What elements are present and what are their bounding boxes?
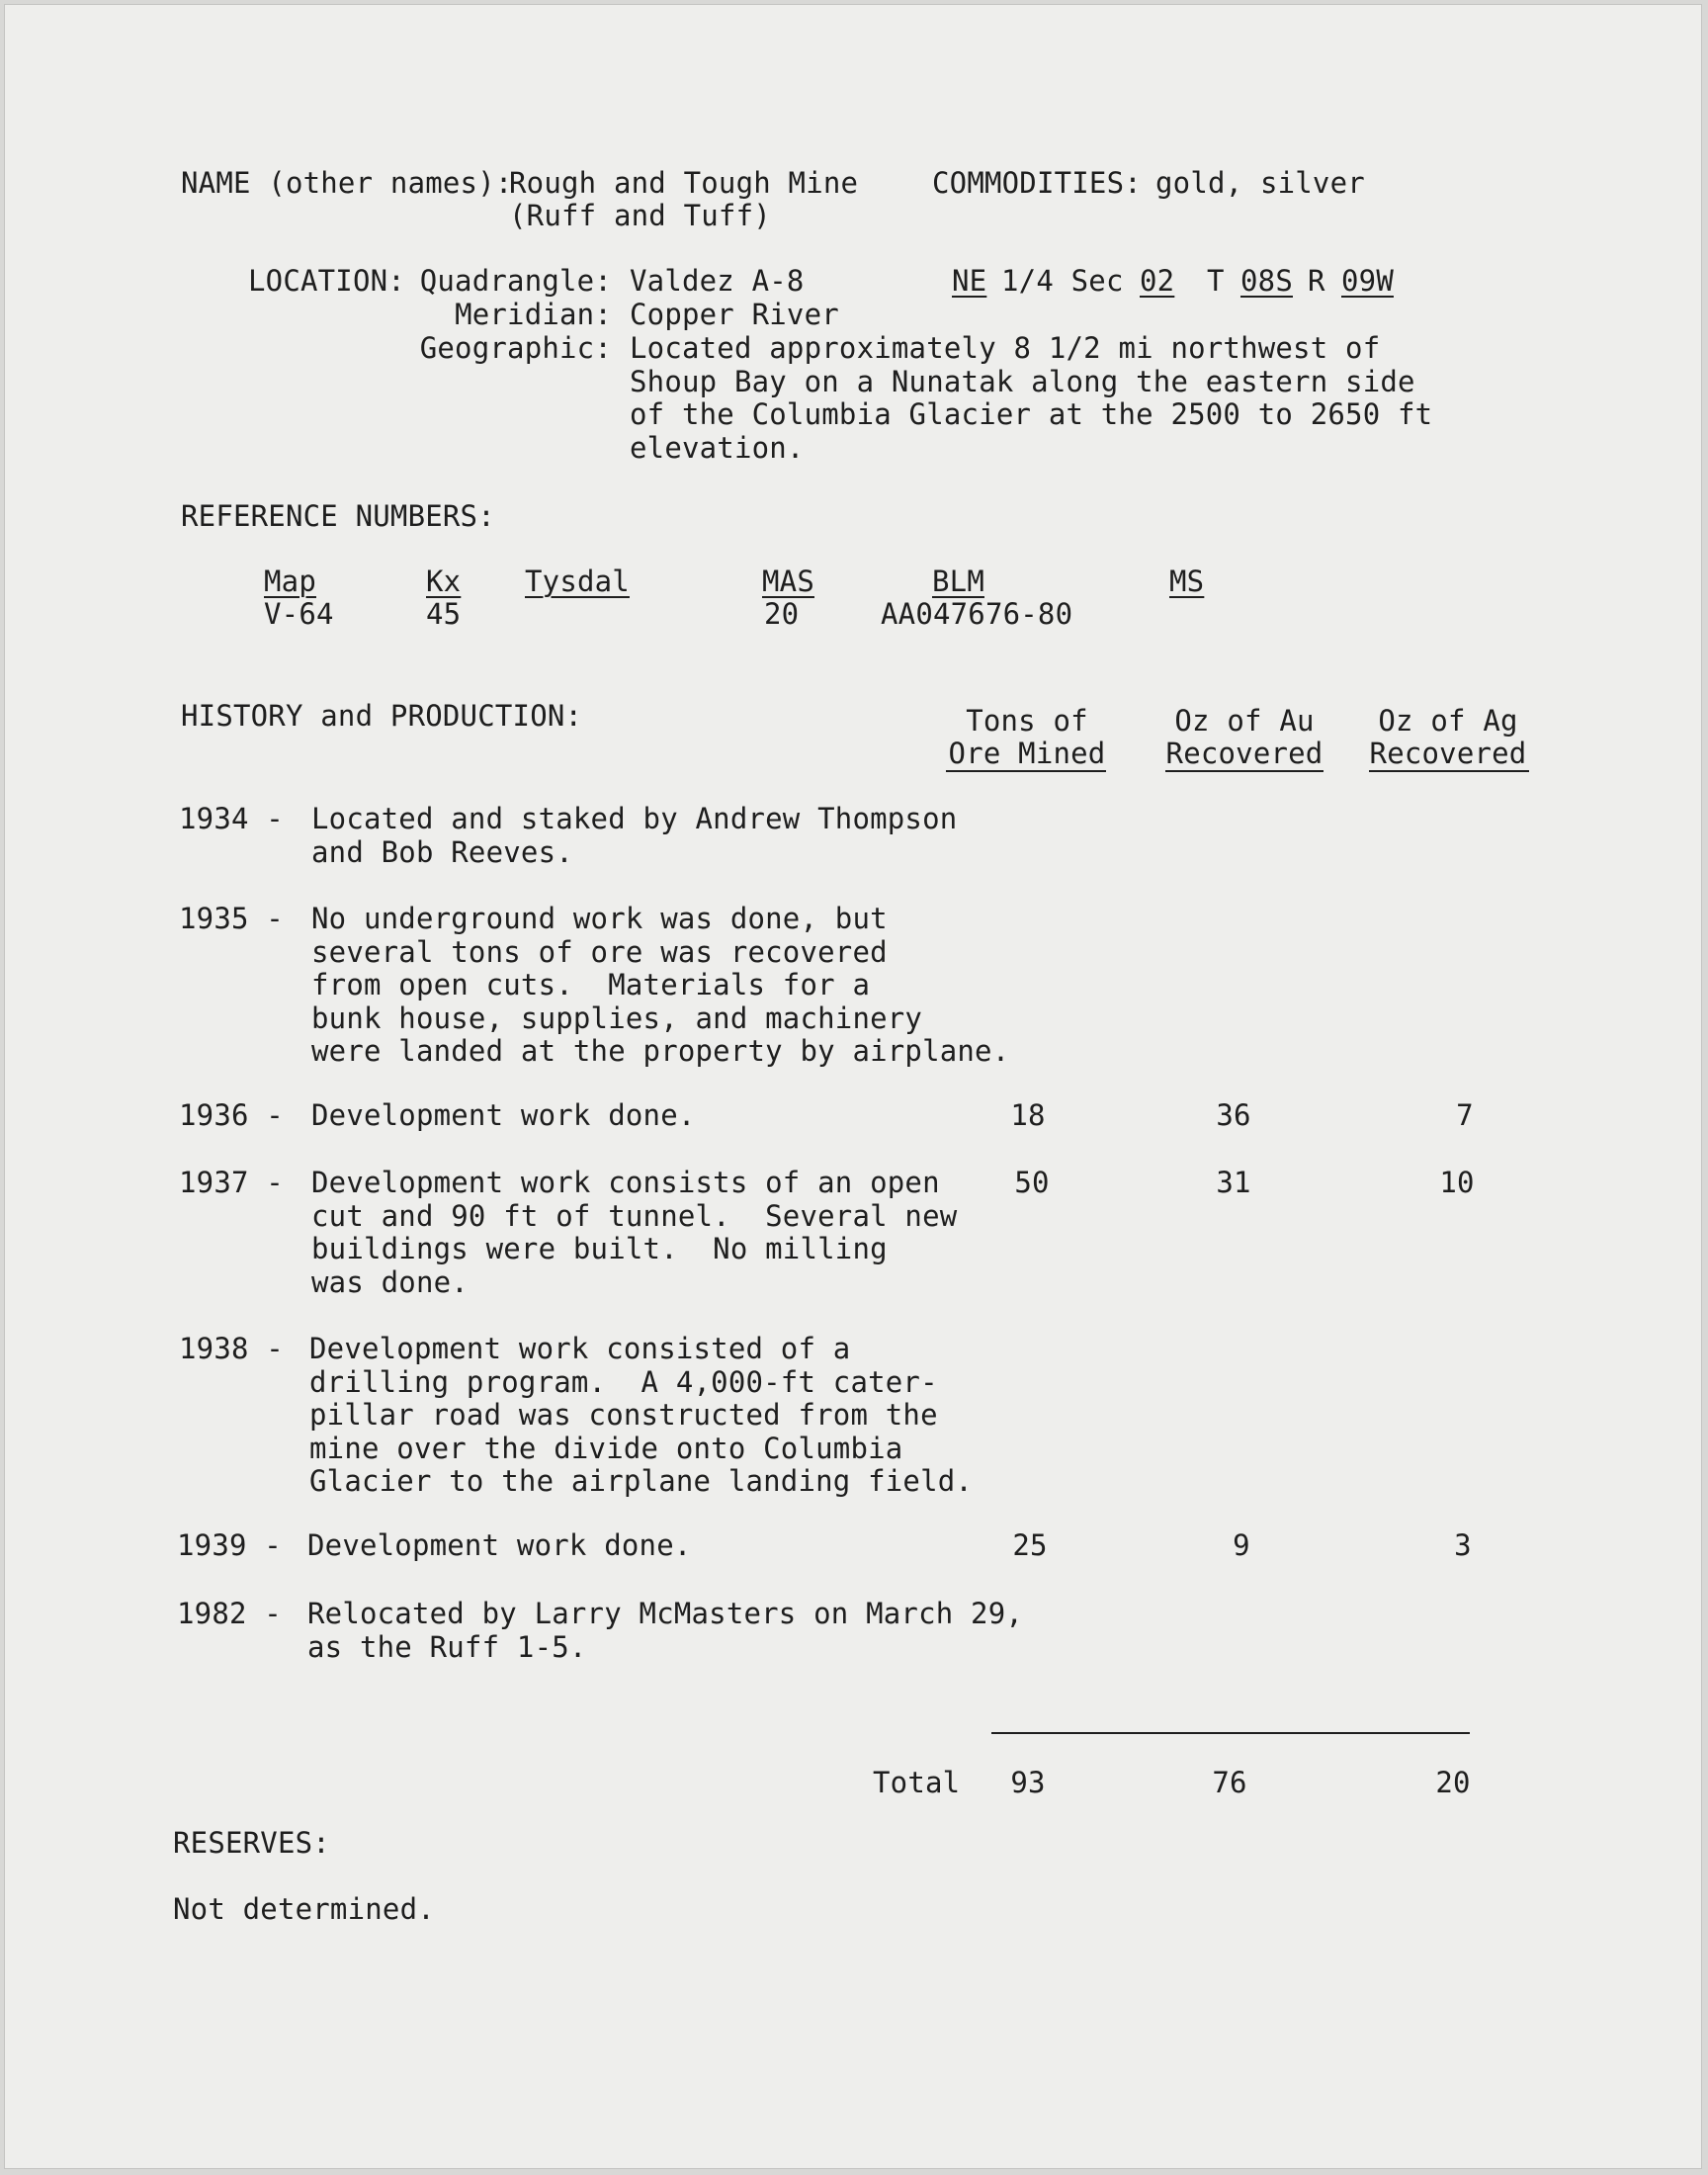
tons-value: 18: [1010, 1098, 1046, 1132]
ref-blm-label: BLM: [932, 565, 984, 598]
entry-line: Located and staked by Andrew Thompson: [311, 802, 958, 835]
range-label: R: [1308, 264, 1325, 298]
ref-map-value: V-64: [264, 597, 334, 631]
entry-description: [311, 903, 1009, 1069]
col-au-header-1: Oz of Au: [1174, 704, 1315, 738]
name-label: NAME (other names):: [181, 166, 513, 200]
entry-line: was done.: [311, 1264, 469, 1299]
col-ag-header-2: Recovered: [1369, 737, 1527, 770]
meridian-value: Copper River: [630, 298, 839, 331]
ref-tysdal-label: Tysdal: [525, 565, 630, 598]
entry-description: [307, 1529, 692, 1563]
commodities-value: gold, silver: [1155, 166, 1365, 200]
ref-blm-value: AA047676-80: [881, 597, 1073, 631]
col-tons-header-2: Ore Mined: [948, 737, 1106, 770]
total-tons: 93: [1010, 1766, 1046, 1799]
entry-line: and Bob Reeves.: [311, 834, 573, 869]
entry-description: [311, 803, 957, 869]
geographic-description: [630, 332, 1432, 465]
geographic-line: Located approximately 8 1/2 mi northwest of: [630, 331, 1381, 365]
location-label: LOCATION:: [248, 264, 405, 298]
entry-year: 1937 -: [179, 1166, 284, 1199]
entry-description: [311, 1099, 696, 1133]
entry-line: drilling program. A 4,000-ft cater-: [309, 1364, 938, 1399]
entry-line: pillar road was constructed from the: [309, 1398, 938, 1432]
entry-year: 1938 -: [179, 1332, 284, 1365]
township-label: T: [1207, 264, 1225, 298]
reserves-label: RESERVES:: [173, 1826, 330, 1860]
total-label: Total: [873, 1766, 961, 1799]
col-au-underline: [1165, 770, 1324, 772]
entry-description: [311, 1167, 957, 1299]
entry-year: 1935 -: [179, 902, 284, 935]
total-au: 76: [1212, 1766, 1247, 1799]
entry-line: as the Ruff 1-5.: [307, 1629, 587, 1664]
ref-mas-value: 20: [764, 597, 800, 631]
quarter-text: 1/4 Sec: [1001, 264, 1124, 298]
tons-value: 25: [1012, 1528, 1048, 1562]
tons-value: 50: [1014, 1166, 1050, 1199]
col-ag-header-1: Oz of Ag: [1378, 704, 1518, 738]
entry-line: were landed at the property by airplane.: [311, 1034, 1010, 1068]
quarter-section: NE: [952, 264, 987, 298]
meridian-label: Meridian:: [455, 298, 612, 331]
quadrangle-label: Quadrangle:: [419, 264, 612, 298]
history-production-label: HISTORY and PRODUCTION:: [181, 699, 583, 733]
entry-description: [307, 1598, 1023, 1664]
entry-line: cut and 90 ft of tunnel. Several new: [311, 1198, 958, 1233]
au-value: 36: [1216, 1098, 1251, 1132]
range-value: 09W: [1341, 264, 1394, 298]
geographic-line: Shoup Bay on a Nunatak along the eastern side: [630, 364, 1415, 398]
mine-name: Rough and Tough Mine: [509, 166, 859, 200]
entry-line: several tons of ore was recovered: [311, 934, 888, 969]
au-value: 31: [1216, 1166, 1251, 1199]
section-number: 02: [1140, 264, 1175, 298]
ag-value: 7: [1456, 1098, 1474, 1132]
col-au-header-2: Recovered: [1165, 737, 1324, 770]
col-tons-underline: [946, 770, 1106, 772]
document-page: [4, 4, 1702, 2169]
entry-year: 1936 -: [179, 1098, 284, 1132]
geographic-line: of the Columbia Glacier at the 2500 to 2650 ft: [630, 397, 1433, 431]
col-tons-header-1: Tons of: [966, 704, 1088, 738]
entry-line: bunk house, supplies, and machinery: [311, 1000, 923, 1035]
entry-line: Development work done.: [311, 1098, 696, 1132]
entry-line: Glacier to the airplane landing field.: [309, 1464, 974, 1498]
ref-kx-value: 45: [426, 597, 462, 631]
entry-line: Development work consists of an open: [311, 1166, 940, 1199]
geographic-line: elevation.: [630, 430, 805, 465]
ag-value: 10: [1439, 1166, 1475, 1199]
entry-line: No underground work was done, but: [311, 902, 888, 935]
entry-line: from open cuts. Materials for a: [311, 968, 871, 1001]
entry-line: mine over the divide onto Columbia: [309, 1431, 903, 1465]
ref-mas-label: MAS: [762, 565, 814, 598]
township-value: 08S: [1240, 264, 1293, 298]
total-rule: [991, 1732, 1470, 1734]
ref-kx-label: Kx: [426, 565, 462, 598]
total-ag: 20: [1435, 1766, 1471, 1799]
ref-ms-label: MS: [1169, 565, 1205, 598]
entry-line: buildings were built. No milling: [311, 1232, 888, 1265]
entry-line: Development work consisted of a: [309, 1332, 851, 1365]
reserves-value: Not determined.: [173, 1892, 435, 1926]
entry-year: 1982 -: [177, 1597, 282, 1630]
ref-map-label: Map: [264, 565, 316, 598]
commodities-label: COMMODITIES:: [932, 166, 1142, 200]
au-value: 9: [1233, 1528, 1250, 1562]
quadrangle-value: Valdez A-8: [630, 264, 805, 298]
entry-line: Relocated by Larry McMasters on March 29,: [307, 1597, 1024, 1630]
ag-value: 3: [1454, 1528, 1472, 1562]
reference-numbers-label: REFERENCE NUMBERS:: [181, 499, 495, 533]
mine-other-name: (Ruff and Tuff): [509, 199, 771, 232]
entry-year: 1934 -: [179, 802, 284, 835]
col-ag-underline: [1369, 770, 1529, 772]
geographic-label: Geographic:: [419, 331, 612, 365]
entry-description: [309, 1333, 973, 1499]
entry-year: 1939 -: [177, 1528, 282, 1562]
entry-line: Development work done.: [307, 1528, 692, 1562]
